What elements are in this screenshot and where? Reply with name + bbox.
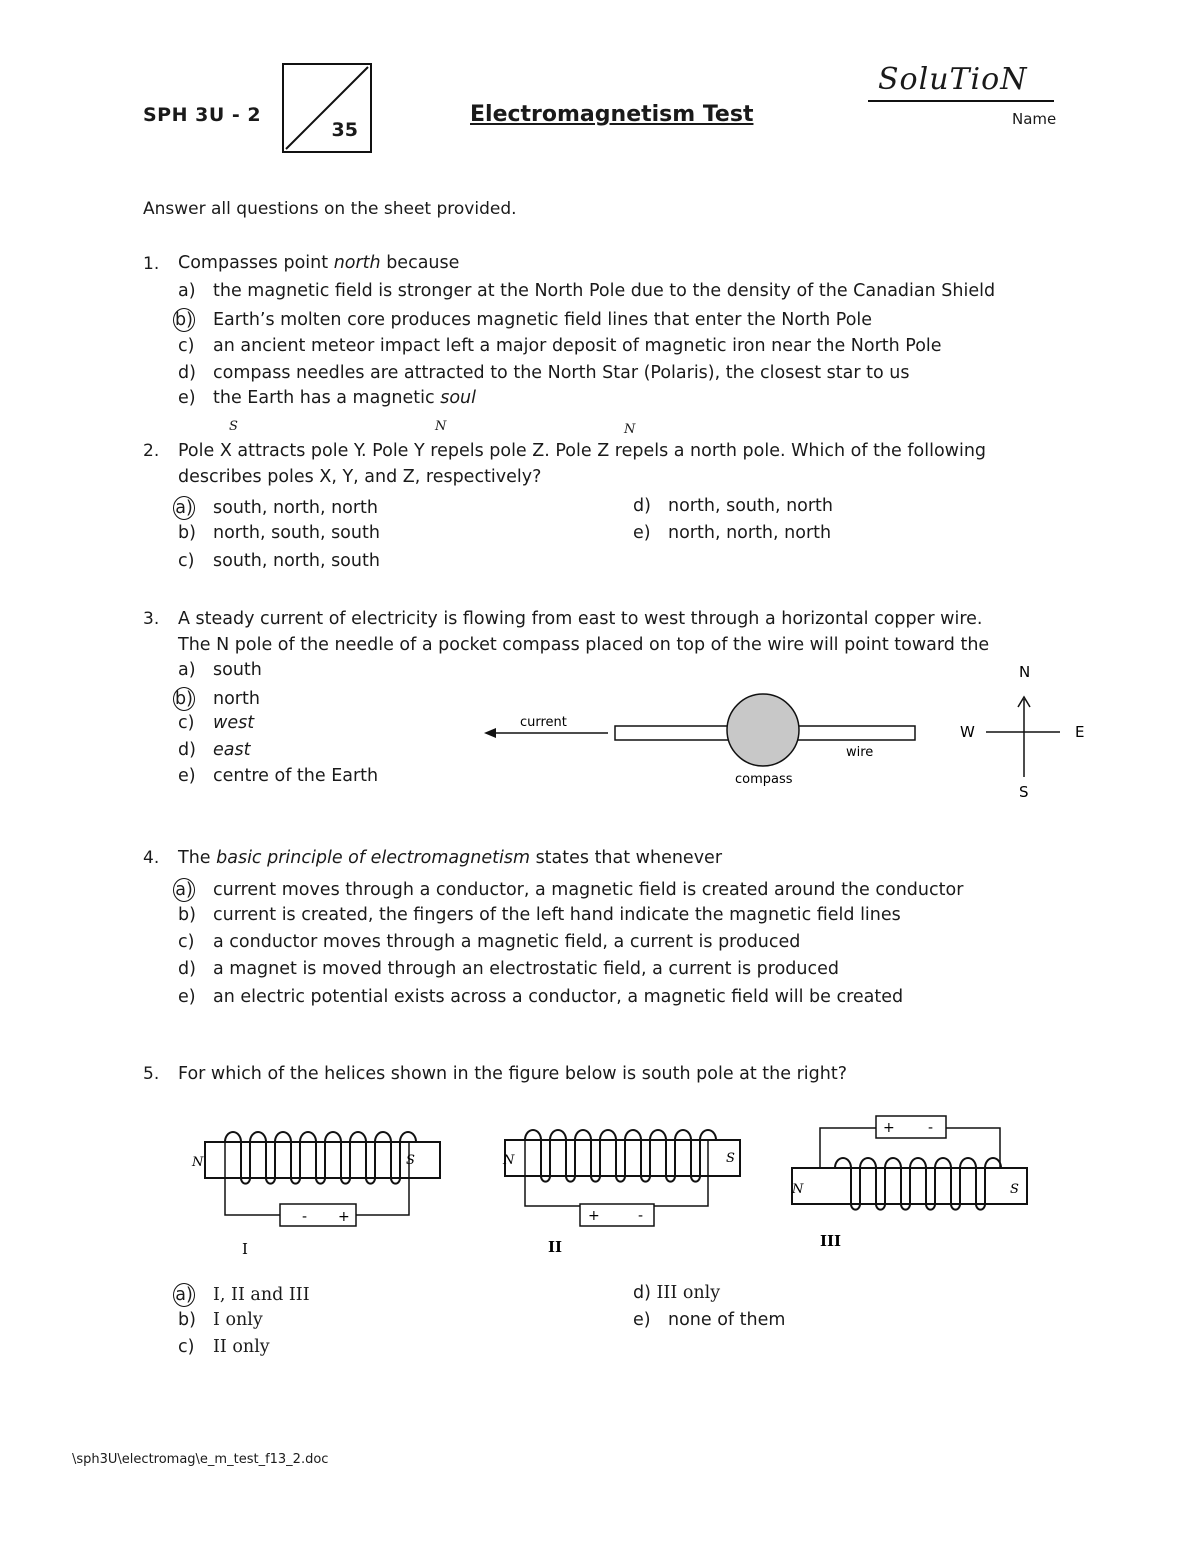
dir-west: W	[960, 723, 975, 741]
helix-1	[205, 1132, 440, 1226]
q2-text-line2: describes poles X, Y, and Z, respectively?	[178, 467, 542, 487]
compass-wire-diagram	[470, 655, 1100, 805]
helix-1-label: I	[242, 1240, 248, 1258]
q3-option-d: d) east	[178, 740, 251, 760]
q4-option-b: b) current is created, the fingers of the left hand indicate the magnetic field lines	[178, 905, 901, 925]
q2-annotation-y: N	[435, 419, 447, 434]
dir-north: N	[1019, 663, 1031, 681]
helix-2	[505, 1130, 740, 1226]
q1-option-a: a) the magnetic field is stronger at the North Pole due to the density of the Canadian Shield	[178, 281, 996, 301]
q1-option-e: e) the Earth has a magnetic soul	[178, 388, 476, 408]
q3-text-line1: A steady current of electricity is flowing from east to west through a horizontal copper wire.	[178, 609, 983, 629]
compass-label: compass	[735, 772, 793, 787]
helix-3	[792, 1116, 1027, 1210]
q3-option-b: b) north	[178, 687, 260, 711]
q1-text: Compasses point north because	[178, 253, 460, 273]
q5-text: For which of the helices shown in the figure below is south pole at the right?	[178, 1064, 847, 1084]
q2-annotation-x: S	[229, 419, 238, 434]
answer-circle: b)	[173, 687, 195, 711]
name-label: Name	[1012, 110, 1057, 128]
q5-option-a: a) I, II and III	[178, 1283, 310, 1307]
course-code: SPH 3U - 2	[143, 104, 262, 126]
q1-option-d: d) compass needles are attracted to the North Star (Polaris), the closest star to us	[178, 363, 910, 383]
helix-1-minus: -	[302, 1209, 308, 1225]
helix-3-label: III	[820, 1232, 842, 1250]
q2-number: 2.	[143, 441, 160, 461]
helices-figure	[180, 1100, 1060, 1260]
helix-2-label: II	[548, 1238, 563, 1256]
q5-option-d: d) III only	[633, 1283, 721, 1303]
helix-3-pole-left: N	[792, 1182, 804, 1197]
q4-text: The basic principle of electromagnetism states that whenever	[178, 848, 723, 868]
helix-1-plus: +	[338, 1209, 350, 1225]
helix-1-pole-left: N	[192, 1155, 204, 1170]
q3-option-a: a) south	[178, 660, 262, 680]
q2-option-b: b) north, south, south	[178, 523, 380, 543]
answer-circle: b)	[173, 308, 195, 332]
score-total: 35	[331, 119, 358, 141]
helix-2-pole-left: N	[503, 1153, 515, 1168]
q3-text-line2: The N pole of the needle of a pocket compass placed on top of the wire will point toward the	[178, 635, 990, 655]
compass	[727, 694, 799, 766]
q3-option-e: e) centre of the Earth	[178, 766, 379, 786]
helix-3-minus: -	[928, 1120, 934, 1136]
instructions: Answer all questions on the sheet provided.	[143, 199, 517, 219]
q2-text-line1: Pole X attracts pole Y. Pole Y repels pole Z. Pole Z repels a north pole. Which of the following	[178, 441, 987, 461]
helix-2-minus: -	[638, 1208, 644, 1224]
answer-circle: a)	[173, 496, 195, 520]
solution-handwriting: SoluTioN	[878, 62, 1028, 97]
dir-south: S	[1019, 783, 1029, 801]
file-path-footer: \sph3U\electromag\e_m_test_f13_2.doc	[72, 1452, 329, 1467]
q5-option-e: e) none of them	[633, 1310, 786, 1330]
q4-option-e: e) an electric potential exists across a conductor, a magnetic field will be created	[178, 987, 904, 1007]
helix-2-pole-right: S	[726, 1151, 735, 1166]
q3-option-c: c) west	[178, 713, 255, 733]
current-label: current	[520, 715, 567, 730]
q2-option-d: d) north, south, north	[633, 496, 834, 516]
q5-number: 5.	[143, 1064, 160, 1084]
helix-3-pole-right: S	[1010, 1182, 1019, 1197]
helix-3-plus: +	[883, 1120, 895, 1136]
q4-number: 4.	[143, 848, 160, 868]
q2-annotation-z: N	[624, 422, 636, 437]
helix-1-pole-right: S	[406, 1153, 415, 1168]
answer-circle: a)	[173, 1283, 195, 1307]
q4-option-c: c) a conductor moves through a magnetic field, a current is produced	[178, 932, 801, 952]
q1-option-c: c) an ancient meteor impact left a major deposit of magnetic iron near the North Pole	[178, 336, 942, 356]
q5-option-c: c) II only	[178, 1337, 270, 1357]
q1-option-b: b) Earth’s molten core produces magnetic field lines that enter the North Pole	[178, 308, 872, 332]
q4-option-a: a) current moves through a conductor, a magnetic field is created around the conductor	[178, 878, 963, 902]
helix-2-plus: +	[588, 1208, 600, 1224]
q2-option-e: e) north, north, north	[633, 523, 832, 543]
name-line	[868, 100, 1054, 102]
page-title: Electromagnetism Test	[470, 102, 754, 127]
q3-number: 3.	[143, 609, 160, 629]
wire-label: wire	[846, 745, 874, 760]
answer-circle: a)	[173, 878, 195, 902]
score-box	[282, 63, 372, 153]
q5-option-b: b) I only	[178, 1310, 263, 1330]
direction-cross-icon	[986, 697, 1060, 777]
q1-number: 1.	[143, 254, 160, 274]
dir-east: E	[1075, 723, 1085, 741]
q2-option-c: c) south, north, south	[178, 551, 380, 571]
q2-option-a: a) south, north, north	[178, 496, 378, 520]
q4-option-d: d) a magnet is moved through an electrostatic field, a current is produced	[178, 959, 839, 979]
